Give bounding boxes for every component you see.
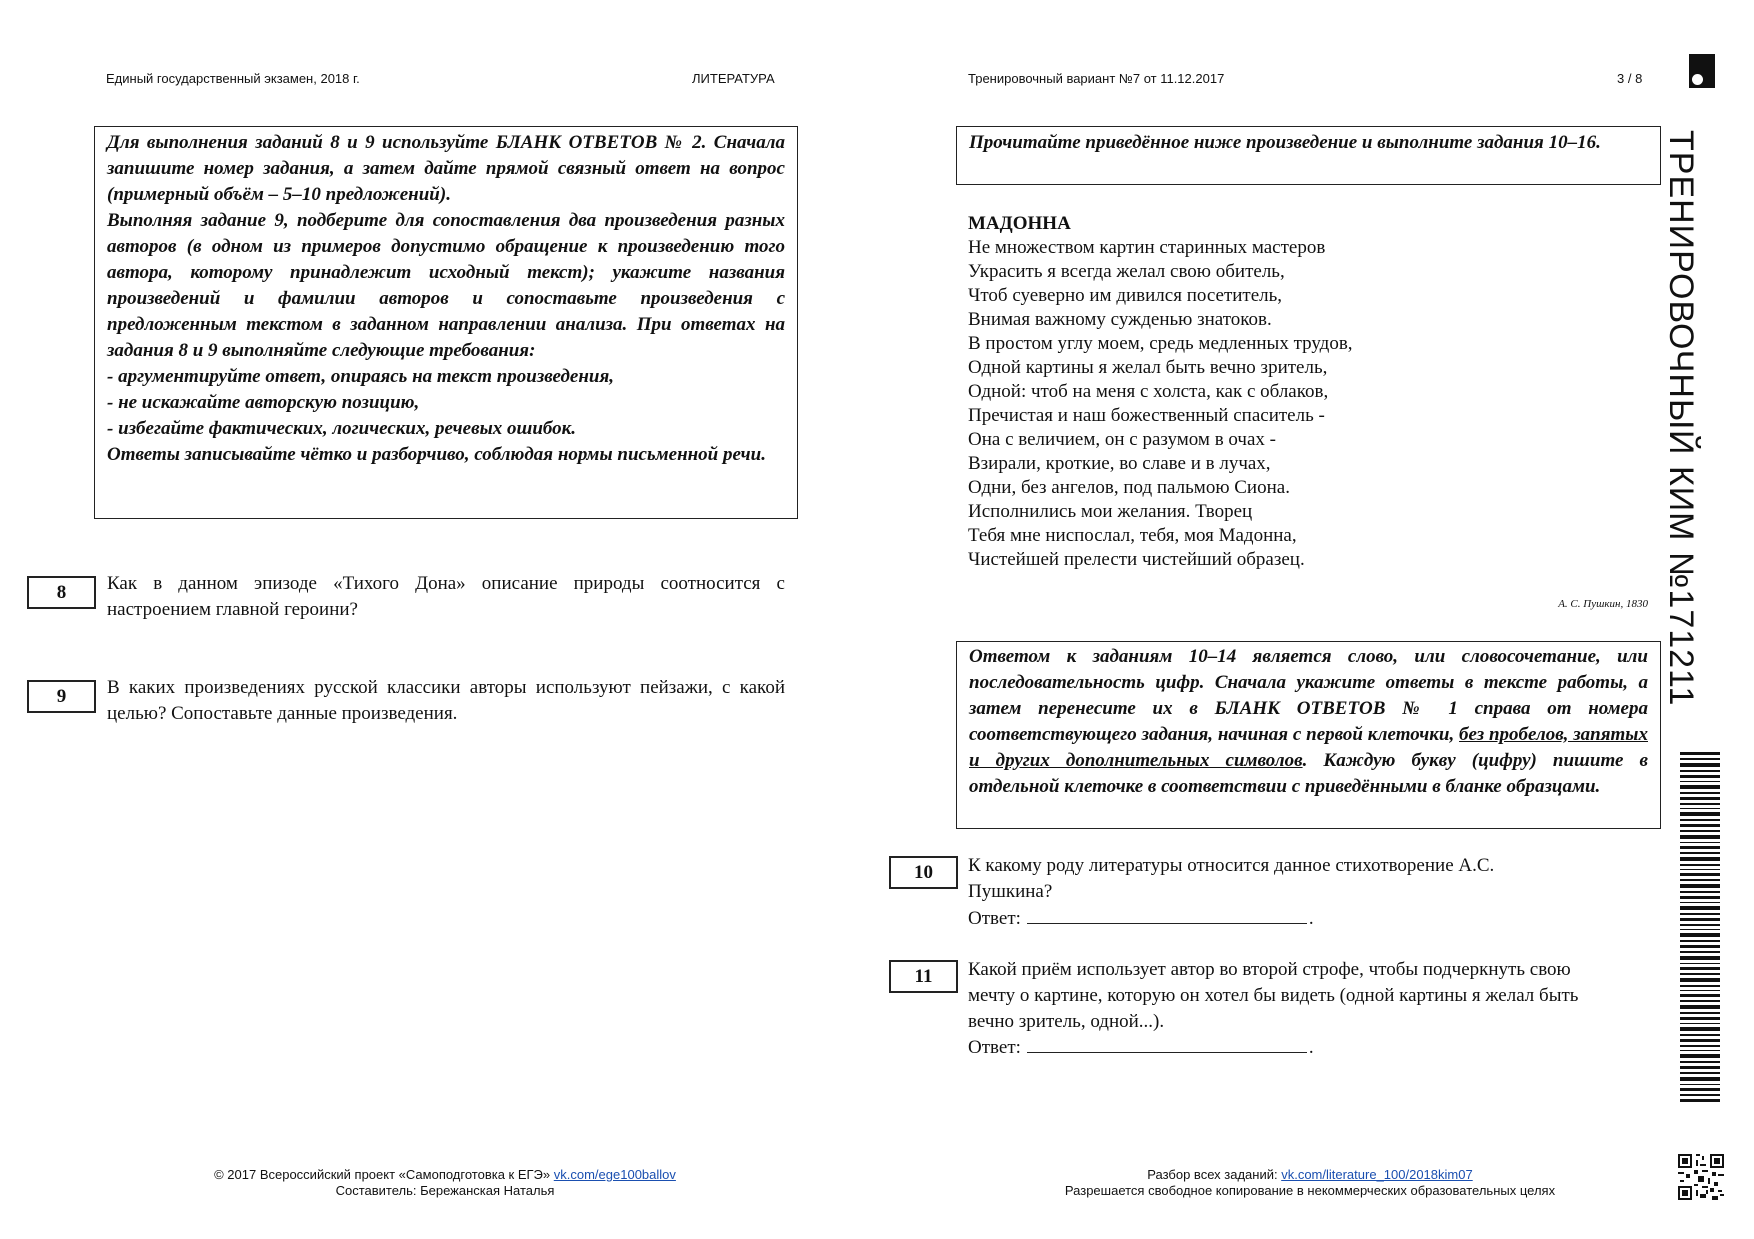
poem-line: Исполнились мои желания. Творец (968, 501, 1253, 522)
answer-instruction-text (969, 644, 1648, 800)
footer-compiler: Составитель: Бережанская Наталья (335, 1183, 555, 1198)
poem-line: Не множеством картин старинных мастеров (968, 237, 1326, 258)
poem-title: МАДОННА (968, 213, 1071, 234)
answer-instruction-box (956, 641, 1661, 829)
poem-line: Украсить я всегда желал свою обитель, (968, 261, 1285, 282)
left-instruction-box (94, 126, 798, 519)
task-10-answer-field[interactable] (1027, 905, 1307, 924)
poem-line: Одни, без ангелов, под пальмою Сиона. (968, 477, 1290, 498)
footer-left (150, 1167, 740, 1199)
poem-line: В простом углу моем, средь медленных трудов, (968, 333, 1353, 354)
poem-author: А. С. Пушкин, 1830 (1558, 598, 1648, 610)
task-number-9: 9 (27, 680, 96, 713)
task-11-answer-field[interactable] (1027, 1034, 1307, 1053)
answer-instruction-part2: . Каждую букву (цифру) пишите в отдельной клеточке в соответствии с приведёнными в бланке образцами. (969, 750, 1648, 797)
task-11-answer: Ответ: . (968, 1034, 1314, 1061)
poem (968, 212, 1353, 572)
answer-instruction-part1: Ответом к заданиям 10–14 является слово, или словосочетание, или последовательность цифр. Сначала укажите ответы в тексте работы, а затем перенесите их в БЛАНК ОТВЕТОВ № 1 справа от номера соответствующего задания, начиная с первой клеточки, (969, 646, 1648, 745)
poem-line: Взирали, кроткие, во славе и в лучах, (968, 453, 1271, 474)
poem-line: Чтоб суеверно им дивился посетитель, (968, 285, 1283, 306)
header-page-number: 3 / 8 (1617, 71, 1643, 86)
answer-label: Ответ: (968, 1037, 1021, 1058)
poem-line: Чистейшей прелести чистейший образец. (968, 549, 1305, 570)
footer-copyright: © 2017 Всероссийский проект «Самоподготовка к ЕГЭ» (214, 1167, 551, 1182)
answer-label: Ответ: (968, 908, 1021, 929)
footer-right-link[interactable]: vk.com/literature_100/2018kim07 (1281, 1167, 1473, 1182)
barcode (1680, 752, 1720, 1102)
header-variant: Тренировочный вариант №7 от 11.12.2017 (968, 71, 1225, 86)
instruction-bullet-1: - аргументируйте ответ, опираясь на текст произведения, (107, 366, 615, 387)
instruction-forms: Для выполнения заданий 8 и 9 используйте БЛАНК ОТВЕТОВ № 2. Сначала запишите номер задания, а затем дайте прямой связный ответ на вопрос (примерный объём – 5–10 предложений). (107, 132, 785, 205)
footer-right (1000, 1167, 1620, 1199)
task-number-8: 8 (27, 576, 96, 609)
answer-instruction-underlined: без пробелов, запятых и других дополнительных символов (969, 724, 1648, 771)
footer-license: Разрешается свободное копирование в некоммерческих образовательных целях (1064, 1183, 1556, 1198)
instruction-task9: Выполняя задание 9, подберите для сопоставления два произведения разных авторов (в одном из примеров допустимо обращение к произведению того автора, которому принадлежит исходный текст); укажите названия произведений и фамилии авторов и сопоставьте произведения с предложенным текстом в заданном направлении анализа. При ответах на задания 8 и 9 выполняйте следующие требования: (107, 210, 785, 361)
footer-left-link[interactable]: vk.com/ege100ballov (553, 1167, 676, 1182)
instruction-writing: Ответы записывайте чётко и разборчиво, соблюдая нормы письменной речи. (107, 444, 766, 465)
read-instruction: Прочитайте приведённое ниже произведение и выполните задания 10–16. (969, 132, 1601, 153)
poem-line: Одной: чтоб на меня с холста, как с облаков, (968, 381, 1329, 402)
header-exam-title: Единый государственный экзамен, 2018 г. (106, 71, 360, 86)
poem-line: Внимая важному сужденью знатоков. (968, 309, 1272, 330)
header-subject: ЛИТЕРАТУРА (692, 71, 775, 86)
task-11-text: Какой приём использует автор во второй строфе, чтобы подчеркнуть свою мечту о картине, которую он хотел бы видеть (одной картины я желал быть вечно зритель, одной...). (968, 959, 1579, 1032)
task-10-text: К какому роду литературы относится данное стихотворение А.С. Пушкина? (968, 855, 1495, 902)
instruction-bullet-2: - не искажайте авторскую позицию, (107, 392, 420, 413)
instruction-bullet-3: - избегайте фактических, логических, речевых ошибок. (107, 418, 577, 439)
task-8-text: Как в данном эпизоде «Тихого Дона» описание природы соотносится с настроением главной героини? (107, 573, 785, 620)
qr-code-icon (1678, 1154, 1724, 1200)
task-10-answer: Ответ: . (968, 905, 1314, 932)
corner-marker-icon (1689, 54, 1715, 88)
poem-line: Одной картины я желал быть вечно зритель, (968, 357, 1328, 378)
poem-line: Пречистая и наш божественный спаситель - (968, 405, 1325, 426)
footer-analysis-label: Разбор всех заданий: (1147, 1167, 1278, 1182)
task-number-10: 10 (889, 856, 958, 889)
task-number-11: 11 (889, 960, 958, 993)
task-9-text: В каких произведениях русской классики авторы используют пейзажи, с какой целью? Сопоставьте данные произведения. (107, 677, 785, 724)
poem-line: Тебя мне ниспослал, тебя, моя Мадонна, (968, 525, 1297, 546)
right-instruction-box (956, 126, 1661, 185)
poem-line: Она с величием, он с разумом в очах - (968, 429, 1276, 450)
